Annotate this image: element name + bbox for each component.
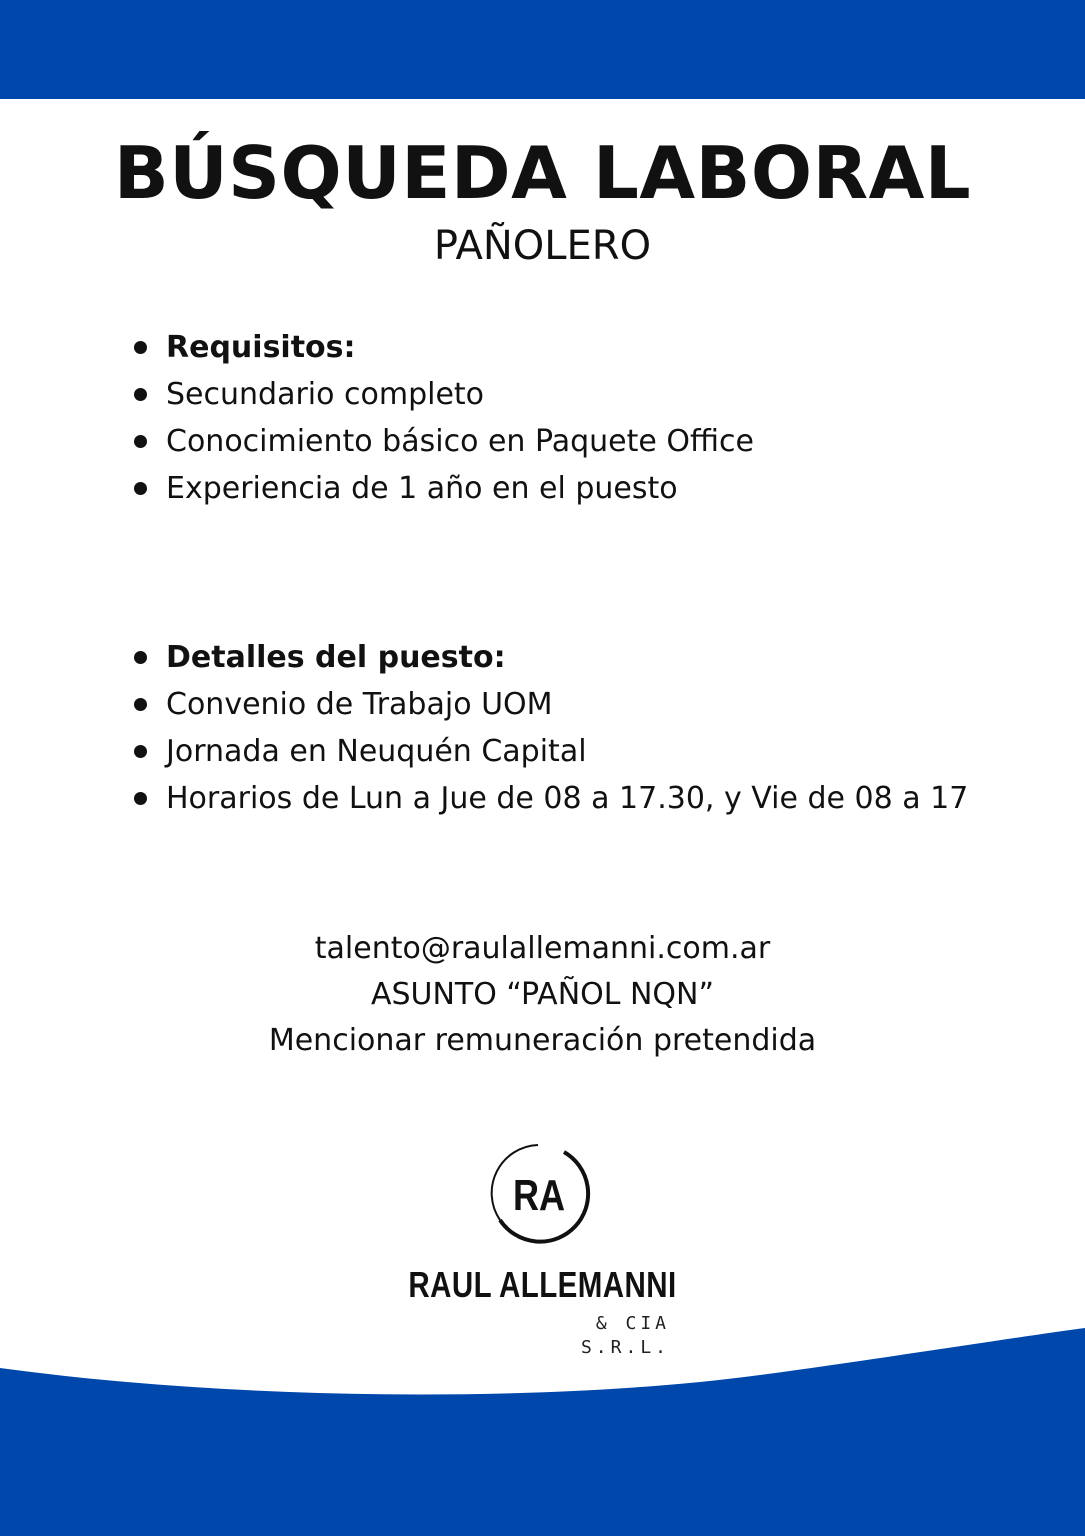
- requirements-heading: Requisitos:: [128, 324, 754, 371]
- details-heading: Detalles del puesto:: [128, 634, 968, 681]
- top-banner: [0, 0, 1085, 99]
- list-item: Experiencia de 1 año en el puesto: [128, 465, 754, 512]
- list-item: Secundario completo: [128, 371, 754, 418]
- bullet-icon: [134, 482, 147, 495]
- bullet-icon: [134, 745, 147, 758]
- requirements-list: [128, 324, 754, 512]
- brand-name: RAUL ALLEMANNI: [408, 1264, 677, 1305]
- list-item: Jornada en Neuquén Capital: [128, 728, 968, 775]
- bullet-icon: [134, 651, 147, 664]
- details-list: [128, 634, 968, 822]
- job-title: PAÑOLERO: [433, 223, 652, 269]
- bullet-icon: [134, 388, 147, 401]
- bullet-icon: [134, 435, 147, 448]
- logo-monogram-icon: [486, 1140, 592, 1246]
- bullet-icon: [134, 341, 147, 354]
- contact-block: [0, 926, 1085, 1064]
- bottom-wave-shape: [0, 1320, 1085, 1536]
- page-title: BÚSQUEDA LABORAL: [113, 131, 972, 215]
- bullet-icon: [134, 792, 147, 805]
- contact-email[interactable]: talento@raulallemanni.com.ar: [314, 931, 771, 966]
- logo-monogram-text: RA: [512, 1170, 566, 1220]
- list-item: Horarios de Lun a Jue de 08 a 17.30, y Vie de 08 a 17: [128, 775, 968, 822]
- contact-note: Mencionar remuneración pretendida: [268, 1023, 817, 1058]
- list-item: Convenio de Trabajo UOM: [128, 681, 968, 728]
- contact-subject: ASUNTO “PAÑOL NQN”: [370, 977, 715, 1012]
- brand-suffix: & CIA S.R.L.: [580, 1313, 670, 1358]
- bullet-icon: [134, 698, 147, 711]
- list-item: Conocimiento básico en Paquete Office: [128, 418, 754, 465]
